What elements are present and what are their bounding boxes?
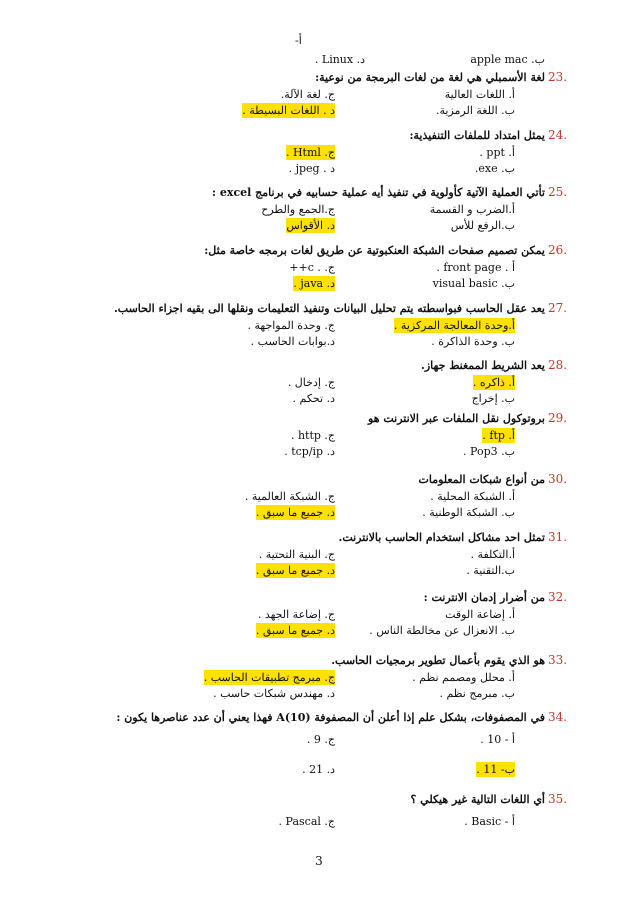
options-row: [105, 218, 545, 233]
question-block: [105, 70, 545, 117]
option-right: ب. visual basic: [432, 277, 515, 290]
page-number: 3: [315, 854, 323, 868]
option-right: أ. اللغات العالية: [444, 88, 515, 101]
option-left: د . اللغات البسيطة .: [242, 104, 335, 117]
question-number: 23.: [548, 70, 568, 84]
option-left: ج.الجمع والطرح: [261, 203, 335, 216]
options-row: [105, 732, 545, 747]
question-number: 29.: [548, 411, 568, 425]
option-left: د. مهندس شبكات حاسب .: [213, 687, 335, 700]
option-left: ج. إضاعة الجهد .: [257, 608, 335, 621]
option-left: د. tcp/ip .: [284, 445, 335, 458]
question-number: 31.: [548, 530, 568, 544]
question-block: [105, 710, 545, 776]
options-row: [105, 623, 545, 638]
question-block: [105, 301, 545, 348]
question-stem: لغة الأسمبلي هي لغة من لغات البرمجة من نوعية:: [315, 71, 545, 84]
option-left: د. تحكم .: [292, 392, 335, 405]
option-left: د . jpeg .: [288, 162, 335, 175]
option-left: ج. إدخال .: [287, 376, 335, 389]
option-left: ج. Pascal .: [278, 815, 335, 828]
option-right: ب. إخراج: [471, 392, 515, 405]
option-left: د.بوابات الحاسب .: [250, 335, 335, 348]
option-right: أ. ذاكره .: [472, 376, 515, 389]
options-row: [105, 276, 545, 291]
options-row: [105, 87, 545, 102]
option-right: أ. ppt .: [479, 146, 515, 159]
question-stem: من أنواع شبكات المعلومات: [418, 473, 545, 486]
option-left: د. 21 .: [302, 763, 335, 776]
option-left: ج. لغة الآلة.: [280, 88, 335, 101]
question-stem: من أضرار إدمان الانترنت :: [423, 591, 545, 604]
question-block: [105, 128, 545, 175]
question-number: 35.: [548, 792, 568, 806]
question-block: [105, 472, 545, 519]
options-row: [105, 334, 545, 349]
options-row: [105, 260, 545, 275]
question-block: [105, 243, 545, 290]
question-number: 30.: [548, 472, 568, 486]
option-right: أ. الشبكة المحلية .: [430, 490, 515, 503]
question-number: 26.: [548, 243, 568, 257]
options-row: [105, 375, 545, 390]
option-right: أ.التكلفة .: [470, 548, 515, 561]
top-options-row: [105, 52, 545, 67]
options-row: [105, 391, 545, 406]
question-number: 24.: [548, 128, 568, 142]
question-block: [105, 358, 545, 405]
question-stem: بروتوكول نقل الملفات عبر الانترنت هو: [368, 412, 545, 425]
question-stem: في المصفوفات، بشكل علم إذا أعلن أن المصفوفة A(10) فهذا يعني أن عدد عناصرها يكون :: [116, 711, 545, 724]
option-left: ج. وحدة المواجهة .: [247, 319, 335, 332]
option-b: ب. apple mac: [470, 53, 545, 66]
options-row: [105, 161, 545, 176]
option-right: ب. وحدة الذاكرة .: [431, 335, 515, 348]
option-right: ب- 11 .: [476, 763, 515, 776]
question-stem: يمكن تصميم صفحات الشبكة العنكبوتية عن طريق لغات برمجه خاصة مثل:: [204, 244, 545, 257]
options-row: [105, 505, 545, 520]
options-row: [105, 202, 545, 217]
option-right: أ. إضاعة الوقت: [445, 608, 515, 621]
options-row: [105, 670, 545, 685]
question-stem: تأتي العملية الآتية كأولوية في تنفيذ أيه عملية حسابيه في برنامج excel :: [212, 186, 545, 199]
question-number: 28.: [548, 358, 568, 372]
options-row: [105, 547, 545, 562]
option-right: ب.الرفع للأس: [450, 219, 515, 232]
option-right: أ.وحدة المعالجة المركزية .: [393, 319, 515, 332]
options-row: [105, 489, 545, 504]
option-left: ج. الشبكة العالمية .: [244, 490, 335, 503]
options-row: [105, 607, 545, 622]
question-stem: يمثل امتداد للملفات التنفيذية:: [409, 129, 545, 142]
question-stem: يعد عقل الحاسب فبواسطته يتم تحليل البيانات وتنفيذ التعليمات ونقلها الى بقيه اجزاء الحاسب.: [113, 302, 545, 315]
question-number: 32.: [548, 590, 568, 604]
question-number: 33.: [548, 653, 568, 667]
question-stem: تمثل احد مشاكل استخدام الحاسب بالانترنت.: [338, 531, 545, 544]
options-row: [105, 762, 545, 777]
options-row: [105, 814, 545, 829]
question-number: 27.: [548, 301, 568, 315]
option-right: أ. ftp .: [482, 429, 515, 442]
options-row: [105, 145, 545, 160]
option-right: أ . front page .: [436, 261, 515, 274]
question-stem: يعد الشريط الممغنط جهاز.: [421, 359, 545, 372]
question-stem: أي اللغات التالية غير هيكلي ؟: [410, 793, 545, 806]
option-right: أ - 10 .: [480, 733, 515, 746]
option-right: ب. الشبكة الوطنية .: [422, 506, 515, 519]
question-stem: هو الذي يقوم بأعمال تطوير برمجيات الحاسب.: [331, 654, 545, 667]
option-right: ب. اللغة الرمزية.: [436, 104, 515, 117]
option-right: أ.الضرب و القسمة: [429, 203, 515, 216]
question-block: [105, 590, 545, 637]
option-left: ج. البنية التحتية .: [258, 548, 335, 561]
question-number: 34.: [548, 710, 568, 724]
option-right: ب. exe.: [474, 162, 515, 175]
option-right: أ. محلل ومصمم نظم .: [412, 671, 515, 684]
options-row: [105, 686, 545, 701]
option-left: ج. 9 .: [306, 733, 335, 746]
option-left: ج. Html .: [285, 146, 335, 159]
option-right: أ - Basic .: [464, 815, 515, 828]
option-d: د. Linux .: [314, 53, 365, 66]
options-row: [105, 318, 545, 333]
option-left: د. جميع ما سبق .: [255, 506, 335, 519]
option-left: د. java .: [293, 277, 335, 290]
option-right: ب. Pop3 .: [463, 445, 515, 458]
option-right: ب. الانعزال عن مخالطة الناس .: [369, 624, 515, 637]
option-left: ج. . c++: [289, 261, 335, 274]
option-left: د. جميع ما سبق .: [255, 624, 335, 637]
question-block: [105, 653, 545, 700]
question-block: [105, 792, 545, 828]
question-number: 25.: [548, 185, 568, 199]
option-left: ج. http .: [290, 429, 335, 442]
question-block: [105, 530, 545, 577]
question-block: [105, 185, 545, 232]
option-left: د. جميع ما سبق .: [255, 564, 335, 577]
options-row: [105, 563, 545, 578]
option-left: ج. مبرمج تطبيقات الحاسب .: [203, 671, 335, 684]
options-row: [105, 444, 545, 459]
option-left: د. الأقواس: [286, 219, 335, 232]
options-row: [105, 428, 545, 443]
header-label: -أ: [295, 34, 302, 47]
option-right: ب.التقنية .: [466, 564, 515, 577]
option-right: ب. مبرمج نظم .: [439, 687, 515, 700]
question-block: [105, 411, 545, 458]
options-row: [105, 103, 545, 118]
